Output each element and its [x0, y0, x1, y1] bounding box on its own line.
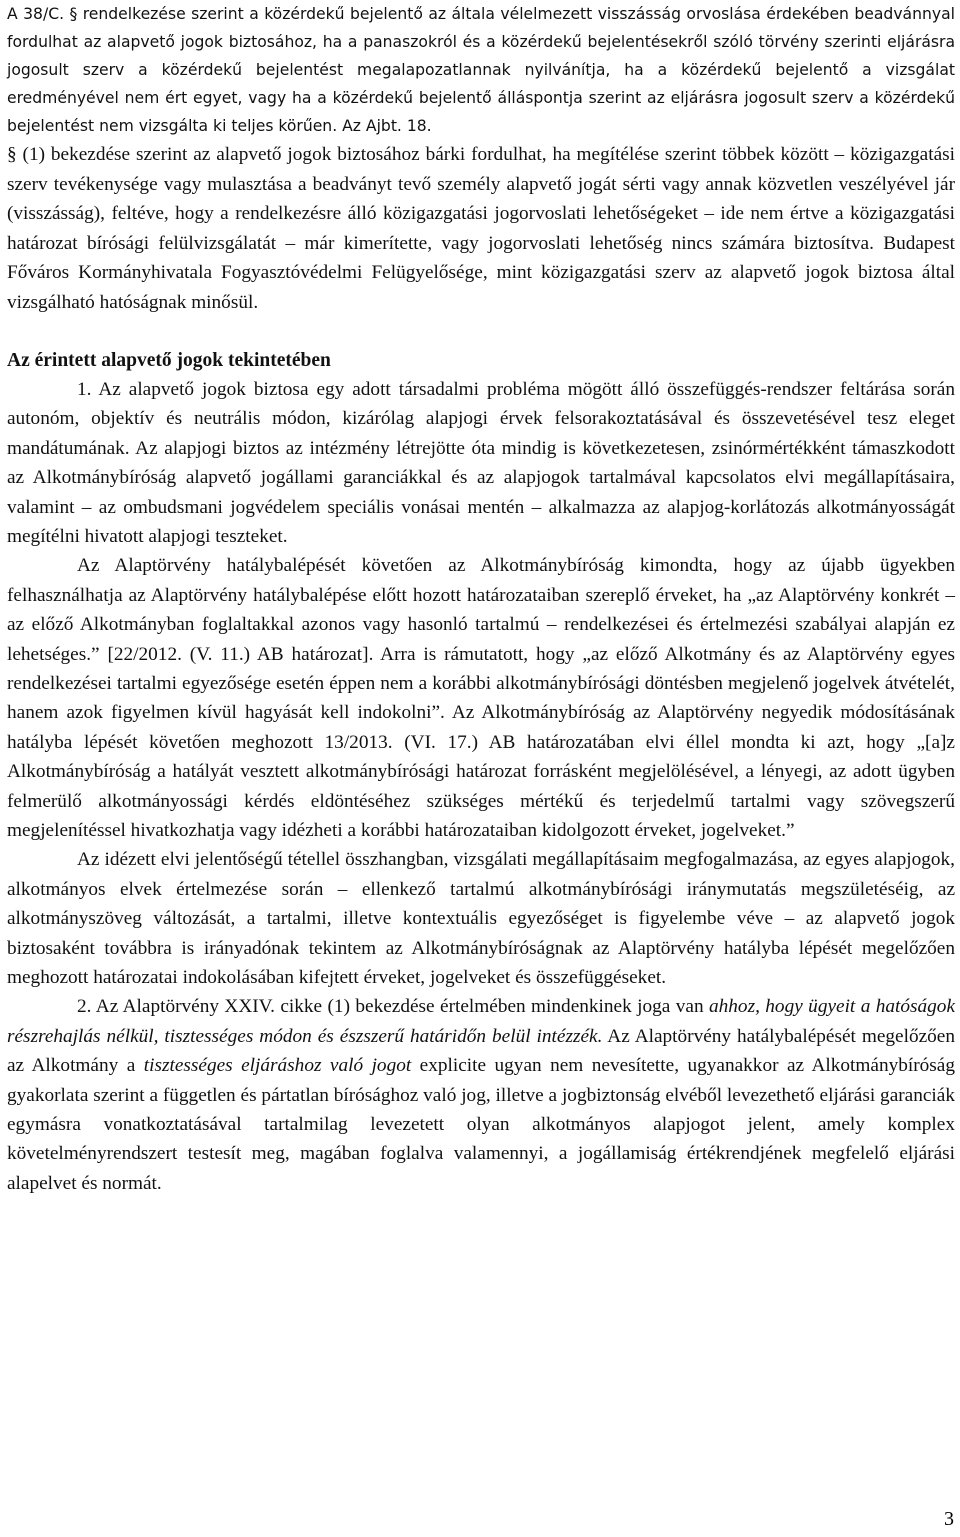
p5-text-c: explicite ugyan nem nevesítette, ugyanakkor az Alkotmánybíróság gyakorlata szerint a független és pártatlan bírósághoz való jog, illetve a jogbiztonság elvéből levezethető eljárási garanciák egymásra vonatkoztatásával tartalmilag levezetett olyan alkotmányos alapjogot jelent, amely komplex követelményrendszert testesít meg, magában foglalva valamennyi, a jogállamiság értékrendjének megfelelő eljárási alapelvet és normát. [7, 1055, 955, 1194]
paragraph-4: Az idézett elvi jelentőségű tétellel összhangban, vizsgálati megállapításaim megfogalmazása, az egyes alapjogok, alkotmányos elvek értelmezése során – ellenkező tartalmú alkotmánybírósági iránymutatás megszületéséig, az alkotmányszöveg változását, a tartalmi, illetve kontextuális egyezőséget is figyelembe véve – az alapvető jogok biztosaként továbbra is irányadónak tekintem az Alkotmánybíróságnak az Alaptörvény hatályba lépését megelőzően meghozott határozatai indokolásában kifejtett érveket, jogelveket és összefüggéseket. [7, 849, 955, 989]
p5-text-b: Az Alaptörvény hatálybalépését megelőzően az Alkotmány a [7, 1025, 955, 1077]
p5-italic-2: tisztességes eljáráshoz való jogot [143, 1055, 412, 1077]
paragraph-2: 1. Az alapvető jogok biztosa egy adott társadalmi probléma mögött álló összefüggés-rendszer feltárása során autonóm, objektív és neutrális módon, kizárólag alapjogi érvek felsorakoztatásával és összevetésével tesz eleget mandátumának. Az alapjogi biztos az intézmény létrejötte óta mindig is következetesen, zsinórmértékként támaszkodott az Alkotmánybíróság alapvető jogállami garanciákkal és az alapjogok tartalmával kapcsolatos elvi megállapításaira, valamint – az ombudsmani jogvédelem speciális vonásai mentén – alkalmazza az alapjog-korlátozás alkotmányosságát megítélni hivatott alapjogi teszteket. [7, 378, 955, 547]
paragraph-3: Az Alaptörvény hatálybalépését követően az Alkotmánybíróság kimondta, hogy az újabb ügyekben felhasználhatja az Alaptörvény hatálybalépése előtt hozott határozataiban szereplő érveket, ha „az Alaptörvény konkrét – az előző Alkotmányban foglaltakkal azonos vagy hasonló tartalmú – rendelkezései és értelmezési szabályai alapján ez lehetséges.” [22/2012. (V. 11.) AB határozat]. Arra is rámutatott, hogy „az előző Alkotmány és az Alaptörvény egyes rendelkezései tartalmi egyezősége esetén éppen nem a korábbi alkotmánybírósági döntésben megjelenő jogelvek átvételét, hanem azok figyelmen kívül hagyását kell indokolni”. Az Alkotmánybíróság az Alaptörvény negyedik módosításának hatályba lépését követően meghozott 13/2013. (VI. 17.) AB határozatában elvi éllel mondta ki azt, hogy „[a]z Alkotmánybíróság a hatályát vesztett alkotmánybírósági határozat forrásként megjelölésével, a lényegi, az adott ügyben felmerülő alkotmányossági kérdés eldöntéséhez szükséges mértékű és terjedelmű tartalmi vagy szövegszerű megjelenítéssel hivatkozhatja vagy idézheti a korábbi határozataiban kidolgozott érveket, jogelveket.” [7, 555, 955, 841]
page-number: 3 [944, 1508, 954, 1530]
p5-italic-1: ahhoz, hogy ügyeit a hatóságok részrehajlás nélkül, tisztességes módon és észszerű határidőn belül intézzék. [7, 996, 956, 1047]
paragraph-5 [7, 992, 955, 1198]
document-page [7, 0, 955, 1198]
paragraph-1-part-2: § (1) bekezdése szerint az alapvető jogok biztosához bárki fordulhat, ha megítélése szerint többek között – közigazgatási szerv tevékenysége vagy mulasztása a beadványt tevő személy alapvető jogát sérti vagy annak közvetlen veszélyével jár (visszásság), feltéve, hogy a rendelkezésre álló közigazgatási jogorvoslati lehetőségeket – ide nem értve a közigazgatási határozat bírósági felülvizsgálatát – már kimerítette, vagy jogorvoslati lehetőség nincs számára biztosítva. Budapest Főváros Kormányhivatala Fogyasztóvédelmi Felügyelősége, mint közigazgatási szerv az alapvető jogok biztosa által vizsgálható hatóságnak minősül. [7, 144, 955, 313]
section-heading: Az érintett alapvető jogok tekintetében [7, 349, 331, 371]
p5-text-a: 2. Az Alaptörvény XXIV. cikke (1) bekezdése értelmében mindenkinek joga van [77, 996, 709, 1018]
paragraph-1-part-1: A 38/C. § rendelkezése szerint a közérdekű bejelentő az általa vélelmezett visszásság orvoslása érdekében beadvánnyal fordulhat az alapvető jogok biztosához, ha a panaszokról és a közérdekű bejelentésekről szóló törvény szerinti eljárásra jogosult szerv a közérdekű bejelentést megalapozatlannak nyilvánítja, ha a közérdekű bejelentő a vizsgálat eredményével nem ért egyet, vagy ha a közérdekű bejelentő álláspontja szerint az eljárásra jogosult szerv a közérdekű bejelentést nem vizsgálta ki teljes körűen. Az Ajbt. 18. [7, 5, 955, 136]
